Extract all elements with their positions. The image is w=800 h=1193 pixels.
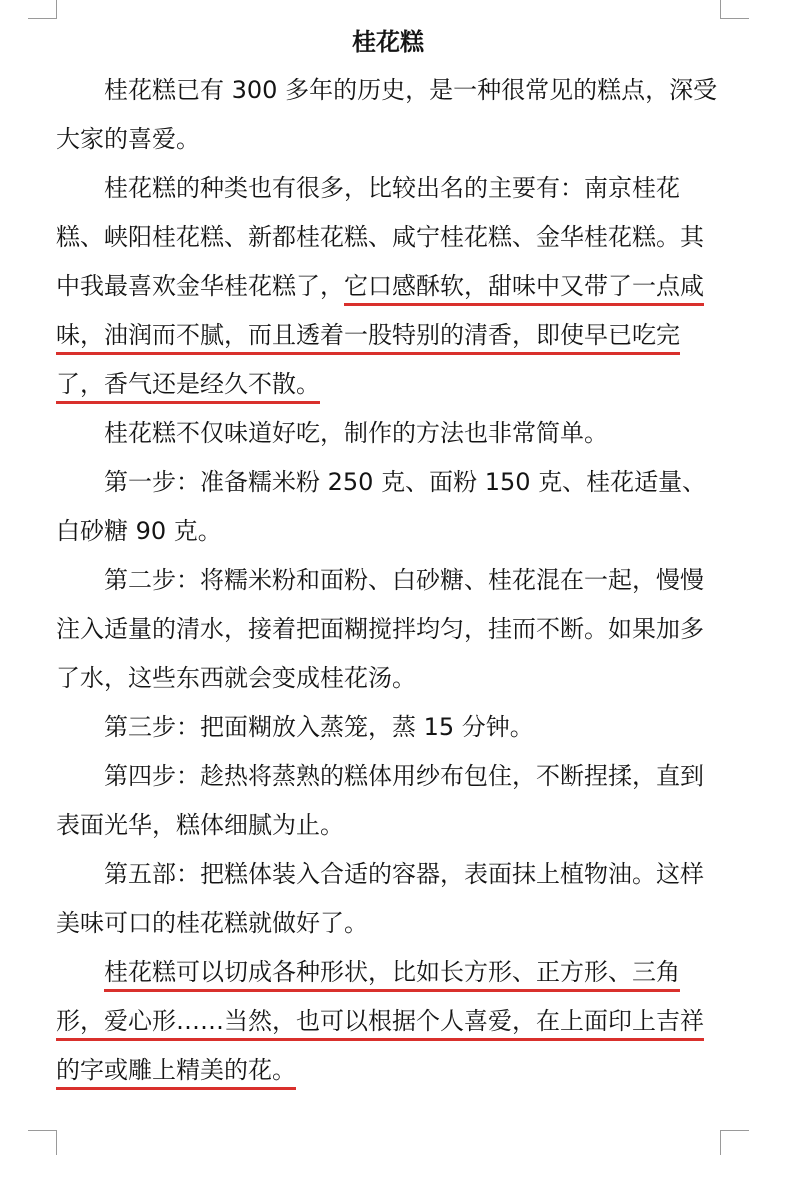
paragraph-text: 第二步：将糯米粉和面粉、白砂糖、桂花混在一起，慢慢注入适量的清水，接着把面糊搅拌均匀，挂而不断。如果加多了水，这些东西就会变成桂花汤。 [56, 566, 704, 692]
paragraph-text: 第三步：把面糊放入蒸笼，蒸 15 分钟。 [104, 713, 534, 741]
paragraph-step-4 [56, 752, 720, 850]
paragraph-text: 第四步：趁热将蒸熟的糕体用纱布包住，不断捏揉，直到表面光华，糕体细腻为止。 [56, 762, 704, 839]
paragraph-last [56, 948, 720, 1095]
paragraph-step-2 [56, 556, 720, 703]
page-corner-mark-top-right [720, 0, 749, 19]
page-corner-mark-bottom-left [28, 1130, 57, 1155]
paragraph-step-1 [56, 458, 720, 556]
underlined-highlight: 桂花糕可以切成各种形状，比如长方形、正方形、三角形，爱心形……当然，也可以根据个人喜爱，在上面印上吉祥的字或雕上精美的花。 [56, 958, 704, 1084]
page-corner-mark-top-left [28, 0, 57, 19]
paragraph-text: 第五部：把糕体装入合适的容器，表面抹上植物油。这样美味可口的桂花糕就做好了。 [56, 860, 704, 937]
paragraph-text: 桂花糕的种类也有很多，比较出名的主要有：南京桂花糕、峡阳桂花糕、新都桂花糕、咸宁桂花糕、金华桂花糕。其中我最喜欢金华桂花糕了， [56, 174, 704, 300]
underlined-highlight: 它口感酥软，甜味中又带了一点咸味，油润而不腻，而且透着一股特别的清香，即使早已吃完了，香气还是经久不散。 [56, 272, 704, 398]
paragraph-text: 第一步：准备糯米粉 250 克、面粉 150 克、桂花适量、白砂糖 90 克。 [56, 468, 707, 545]
paragraph-1 [56, 66, 720, 164]
document-title: 桂花糕 [352, 28, 424, 56]
paragraph-step-3 [56, 703, 720, 752]
document-page [56, 18, 720, 1095]
paragraph-text: 桂花糕不仅味道好吃，制作的方法也非常简单。 [104, 419, 608, 447]
paragraph-text: 桂花糕已有 300 多年的历史，是一种很常见的糕点，深受大家的喜爱。 [56, 76, 718, 153]
page-corner-mark-bottom-right [720, 1130, 749, 1155]
paragraph-step-5 [56, 850, 720, 948]
paragraph-3 [56, 409, 720, 458]
paragraph-2 [56, 164, 720, 409]
